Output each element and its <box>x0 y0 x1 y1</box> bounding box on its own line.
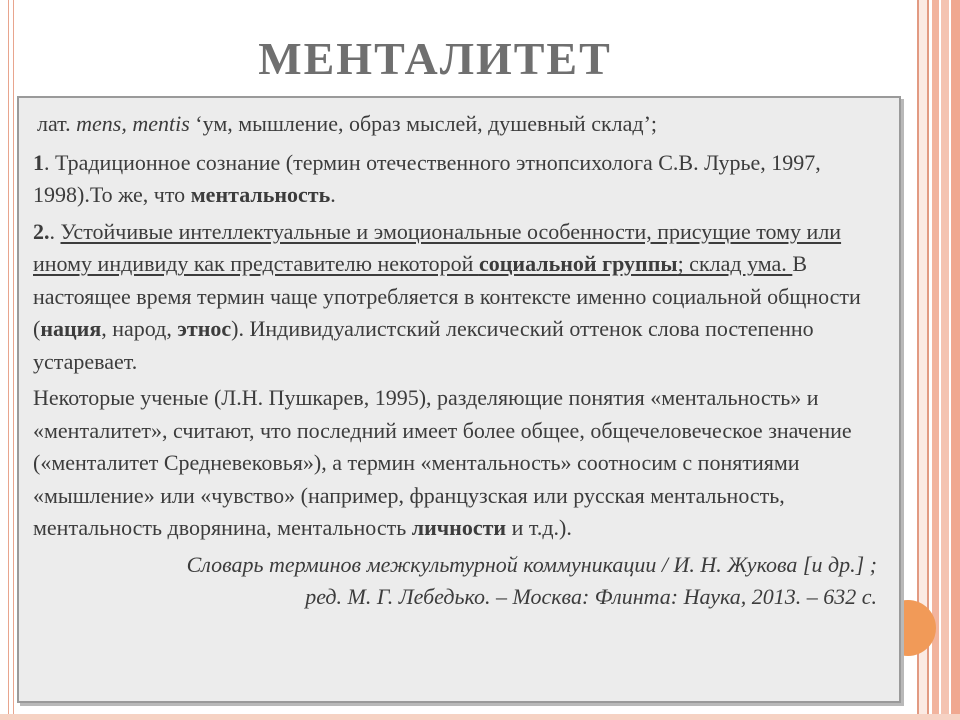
slide-title: МЕНТАЛИТЕТ <box>258 33 612 84</box>
etymology-line <box>33 108 887 141</box>
left-frame-line <box>8 0 14 720</box>
sense-2-social-group: социальной группы <box>478 251 678 276</box>
note-text-a: Некоторые ученые (Л.Н. Пушкарев, 1995), разделяющие понятия «ментальность» и «менталитет», считают, что последний имеет более общее, общечеловеческое значение («менталитет Средневековья»), а термин «ментальность» соотносим с понятиями «мышление» или «чувство» (например, французская или русская ментальность, ментальность дворянина, ментальность <box>33 385 852 540</box>
term-nation: нация <box>40 316 102 341</box>
sense-2-underlined: Устойчивые интеллектуальные и эмоциональные особенности, присущие тому или иному индивиду как представителю некоторой <box>33 218 842 276</box>
sense-2-text-a: В настоящее время термин чаще употребляется в контексте именно социальной общности ( <box>33 251 861 341</box>
citation-line-1: Словарь терминов межкультурной коммуникации / И. Н. Жукова [и др.] ; <box>186 551 877 577</box>
term-ethnos: этнос <box>177 316 232 341</box>
decor-stripe-2 <box>941 0 949 720</box>
sense-2-text-c: ). Индивидуалистский лексический оттенок слова постепенно устаревает. <box>33 316 814 374</box>
sense-1-number: 1 <box>33 149 44 175</box>
etymology-meaning: ‘ум, мышление, образ мыслей, душевный склад’; <box>189 111 658 136</box>
citation-line-2: ред. М. Г. Лебедько. – Москва: Флинта: Наука, 2013. – 632 с. <box>305 583 877 609</box>
sense-2 <box>33 216 887 379</box>
decor-stripe-3 <box>951 0 960 720</box>
latin-term: mens, mentis <box>76 111 190 136</box>
bottom-decor-band <box>0 714 960 720</box>
note-text-b: и т.д.). <box>506 515 572 540</box>
definition-box <box>17 96 901 703</box>
etymology-prefix: лат. <box>37 111 77 136</box>
citation <box>33 549 887 613</box>
term-personality: личности <box>411 515 507 540</box>
sense-2-text-b: , народ, <box>101 316 178 341</box>
note-paragraph <box>33 382 887 545</box>
sense-2-underlined-end: ; склад ума. <box>677 251 793 276</box>
sense-1-text: . Традиционное сознание (термин отечественного этнопсихолога С.В. Лурье, 1997, 1998).То же, что <box>33 149 821 207</box>
sense-2-dot: . <box>49 218 61 244</box>
sense-1-term: ментальность <box>190 182 331 207</box>
sense-2-number: 2. <box>33 218 50 244</box>
sense-1 <box>33 147 887 212</box>
sense-1-end: . <box>330 182 336 207</box>
decor-stripe-1 <box>932 0 939 720</box>
